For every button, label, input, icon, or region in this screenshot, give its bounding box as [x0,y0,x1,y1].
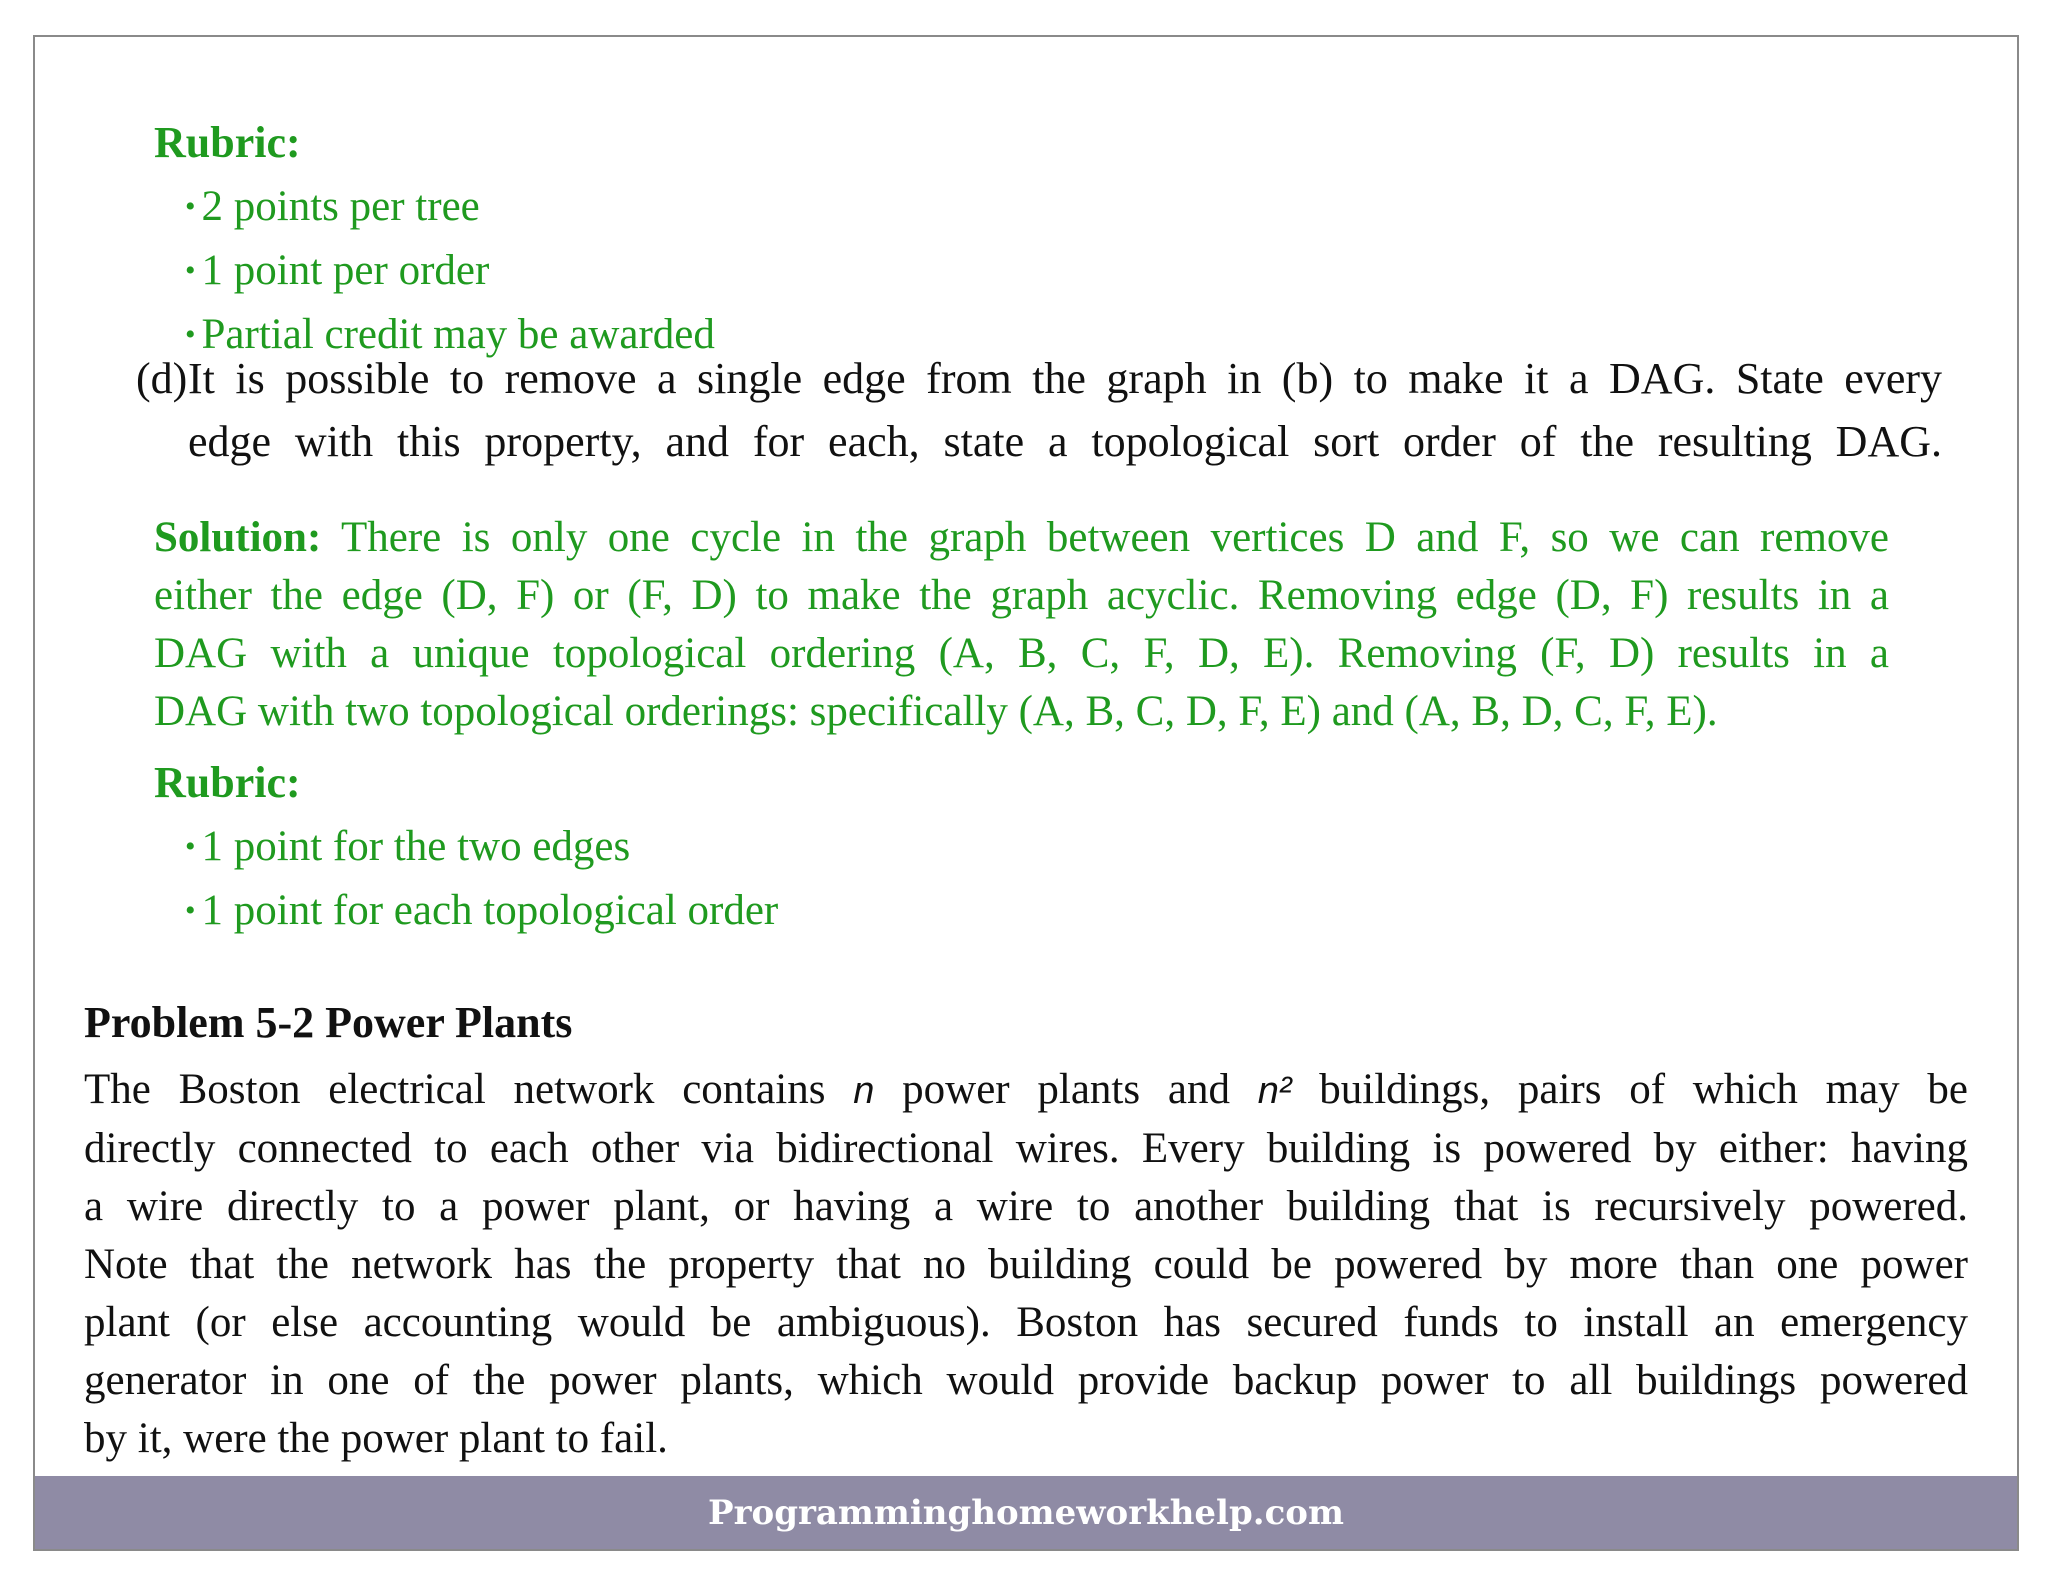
solution-line: either the edge (D, F) or (F, D) to make the graph acyclic. Removing edge (D, F) results in a [154,572,1889,619]
problem-line: Note that the network has the property that no building could be powered by more than one power [84,1241,1968,1288]
solution-line: DAG with a unique topological ordering (A, B, C, F, D, E). Removing (F, D) results in a [154,630,1889,677]
bullet-icon: • [185,190,196,223]
bullet-icon: • [185,318,196,351]
part-d-solution [154,509,1889,741]
solution-label: Solution: [154,514,322,561]
variable-n-squared: n² [1257,1070,1292,1112]
problem-line: plant (or else accounting would be ambiguous). Boston has secured funds to install an emergency [84,1299,1968,1346]
question-line: edge with this property, and for each, state a topological sort order of the resulting DAG. [188,417,1942,466]
problem-body [84,1061,1968,1468]
solution-line: Solution: There is only one cycle in the graph between vertices D and F, so we can remove [154,514,1889,561]
problem-line: directly connected to each other via bidirectional wires. Every building is powered by either: having [84,1125,1968,1172]
variable-n: n [853,1070,875,1112]
problem-line: by it, were the power plant to fail. [84,1415,668,1462]
bullet-icon: • [185,830,196,863]
problem-line: The Boston electrical network contains n power plants and n² buildings, pairs of which may be [84,1066,1969,1113]
footer-bar [35,1476,2017,1549]
footer-site-name: Programminghomeworkhelp.com [708,1492,1344,1533]
slide-page [33,35,2019,1551]
rubric-c-title: Rubric: [154,118,301,167]
rubric-d-title: Rubric: [154,758,301,807]
rubric-c-item: • 2 points per tree [185,181,480,233]
problem-line: a wire directly to a power plant, or having a wire to another building that is recursively powered. [84,1183,1968,1230]
solution-line: DAG with two topological orderings: specifically (A, B, C, D, F, E) and (A, B, D, C, F, E). [154,688,1718,735]
rubric-d-item: • 1 point for the two edges [185,821,630,873]
part-d-label: (d) [136,354,188,403]
part-d-question [102,347,1942,473]
problem-title: Problem 5-2 Power Plants [84,998,573,1047]
rubric-d-item: • 1 point for each topological order [185,885,778,937]
problem-line: generator in one of the power plants, which would provide backup power to all buildings powered [84,1357,1968,1404]
rubric-c-item: • 1 point per order [185,245,489,297]
bullet-icon: • [185,254,196,287]
question-line: It is possible to remove a single edge from the graph in (b) to make it a DAG. State every [188,354,1942,403]
bullet-icon: • [185,894,196,927]
rubric-c-item: • Partial credit may be awarded [185,309,715,361]
